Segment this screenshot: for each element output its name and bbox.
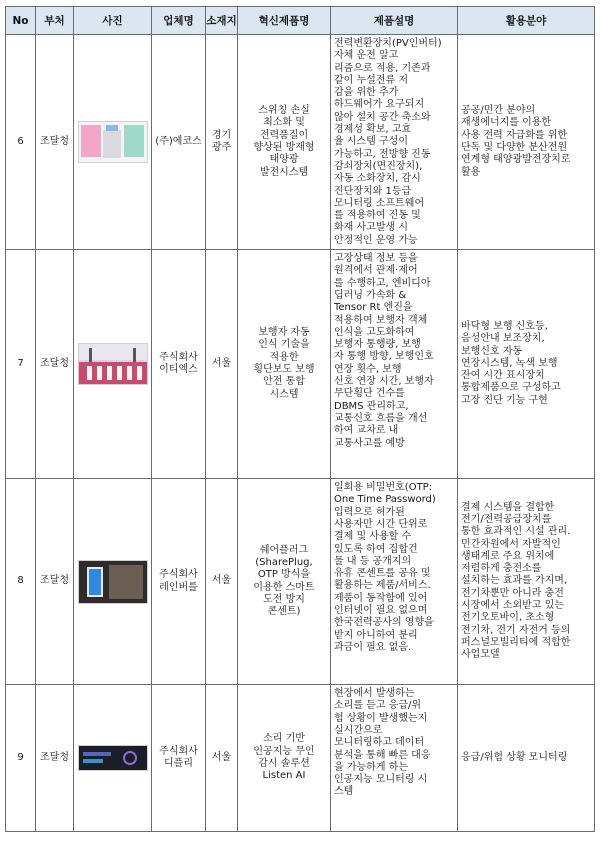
row-field: 바닥형 보행 신호등, 음성안내 보조장치, 보행신호 자동 연장시스템, 녹색 보행 잔여 시간 표시장치 통합제품으로 구성하고 고장 진단 기능 구현 <box>458 250 595 479</box>
product-photo <box>78 745 148 771</box>
header-field: 활용분야 <box>458 7 595 35</box>
row-ministry: 조달청 <box>36 35 74 250</box>
row-no: 9 <box>6 685 36 832</box>
row-description: 고장상태 정보 등을 원격에서 관제·제어 를 수행하고, 엔비디아 딥러닝 가속화 & Tensor Rt 엔진을 적용하여 보행자 객체 인식을 고도화하여 보행자 통행량, 보행 자 통행 방향, 보행인호 연장 횟수, 보행 신호 연장 시간, 보행자 무단횡단 건수를 DBMS 관리하고, 교통신호 흐름을 개선 하여 교차로 내 교통사고를 예방 <box>331 250 458 479</box>
table-row <box>6 250 595 479</box>
row-ministry: 조달청 <box>36 250 74 479</box>
table-row <box>6 35 595 250</box>
row-ministry: 조달청 <box>36 479 74 685</box>
row-no: 7 <box>6 250 36 479</box>
row-company: 주식회사 레인버를 <box>152 479 206 685</box>
row-company: 주식회사 디플리 <box>152 685 206 832</box>
row-product: 쉐어플러그 (SharePlug, OTP 방식을 이용한 스마트 도전 방지 콘센트) <box>238 479 331 685</box>
row-location: 서울 <box>206 479 238 685</box>
header-location: 소재지 <box>206 7 238 35</box>
row-no: 8 <box>6 479 36 685</box>
header-description: 제품설명 <box>331 7 458 35</box>
header-company: 업체명 <box>152 7 206 35</box>
row-location: 경기 광주 <box>206 35 238 250</box>
row-field: 공공/민간 분야의 재생에너지를 이용한 사용 전력 자급화를 위한 단독 및 다양한 분산전원 연계형 태양광발전장치로 활용 <box>458 35 595 250</box>
row-product: 보행자 자동 인식 기술을 적용한 횡단보도 보행 안전 통합 시스템 <box>238 250 331 479</box>
header-row <box>6 7 595 35</box>
row-description: 전력변환장치(PV인버터) 자체 운전 알고 리즘으로 적용, 기존과 같이 누설전류 저 감을 위한 추가 하드웨어가 요구되지 않아 설치 공간 축소와 경제성 확보, 고효 율 시스템 구성이 가능하고, 전방향 진동 감쇠장치(면진장치), 자동 소화장치, 감시 진단장치와 1등급 모니터링 소프트웨어 를 적용하여 진동 및 화재 사고발생 시 안정적인 운영 가능 <box>331 35 458 250</box>
table-row <box>6 479 595 685</box>
header-ministry: 부처 <box>36 7 74 35</box>
row-ministry: 조달청 <box>36 685 74 832</box>
row-product: 소리 기반 인공지능 무인 감시 솔루션 Listen AI <box>238 685 331 832</box>
row-photo-cell <box>74 479 152 685</box>
row-photo-cell <box>74 685 152 832</box>
row-description: 일회용 비밀번호(OTP: One Time Password) 입력으로 허가된 사용자만 시간 단위로 결제 및 사용할 수 있도록 하여 집합건 물 내 등 공개지의 유휴 콘센트를 공유 및 활용하는 제품/서비스. 제품이 동작함에 있어 인터넷이 필요 없으며 한국전력공사의 영향을 받지 아니하여 분리 과금이 필요 없음. <box>331 479 458 685</box>
row-company: (주)에코스 <box>152 35 206 250</box>
innovation-products-table <box>5 6 595 832</box>
row-description: 현장에서 발생하는 소리를 듣고 응급/위 험 상황이 발생했는지 실시간으로 모니터링하고 데이터 분석을 통해 빠른 대응 을 가능하게 하는 인공지능 모니터링 시 스템 <box>331 685 458 832</box>
row-location: 서울 <box>206 250 238 479</box>
row-no: 6 <box>6 35 36 250</box>
header-photo: 사진 <box>74 7 152 35</box>
product-photo <box>78 343 148 385</box>
header-product: 혁신제품명 <box>238 7 331 35</box>
row-photo-cell <box>74 250 152 479</box>
row-location: 서울 <box>206 685 238 832</box>
table-row <box>6 685 595 832</box>
product-photo <box>78 121 148 163</box>
product-photo <box>78 560 148 604</box>
row-field: 결제 시스템을 결합한 전기/전력공급장치를 통한 효과적인 시설 관리. 민간차원에서 자발적인 생태계로 주요 위치에 저렴하게 충전소를 설치하는 효과를 가지며, 전기차뿐만 아니라 충전 시장에서 소외받고 있는 전기오토바이, 초소형 전기차, 전기 자전거 등의 퍼스널모빌리티에 적합한 사업모델 <box>458 479 595 685</box>
row-photo-cell <box>74 35 152 250</box>
row-company: 주식회사 이티엑스 <box>152 250 206 479</box>
header-no: No <box>6 7 36 35</box>
row-product: 스위칭 손실 최소화 및 전력품질이 향상된 방재형 태양광 발전시스템 <box>238 35 331 250</box>
row-field: 응급/위험 상황 모니터링 <box>458 685 595 832</box>
